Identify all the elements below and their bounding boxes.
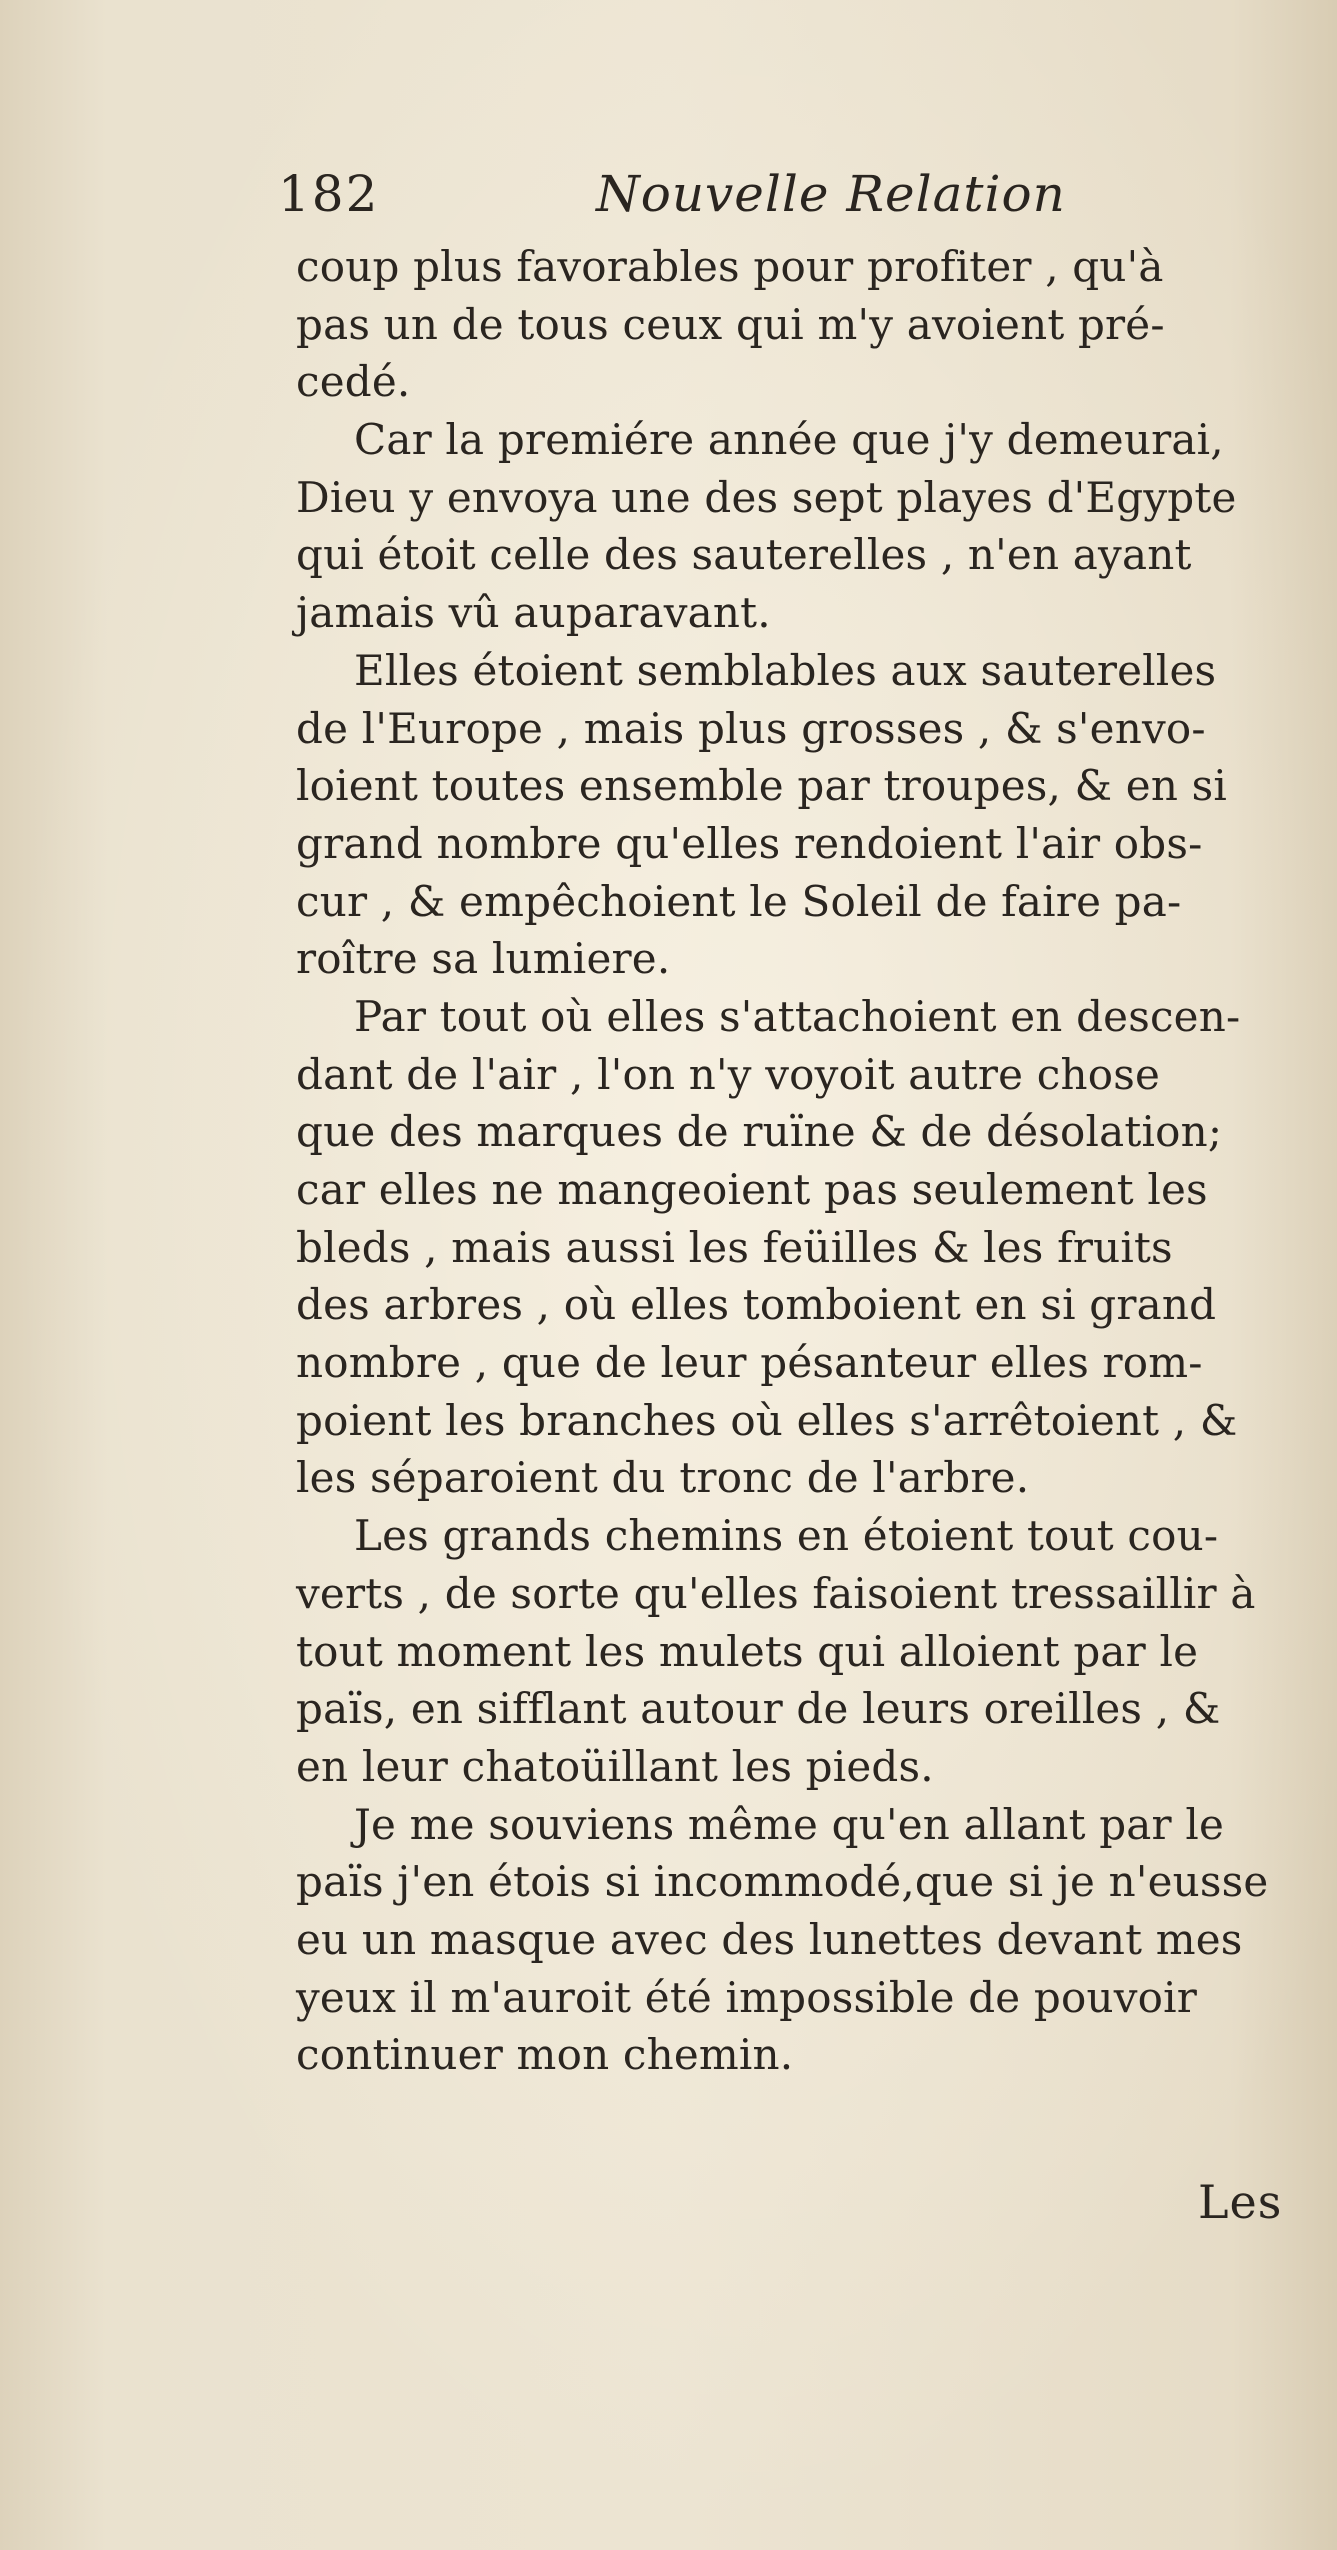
text-line: cedé. [296, 357, 411, 407]
text-line: que des marques de ruïne & de désolation; [296, 1107, 1223, 1157]
paragraph-first-line: Les grands chemins en étoient tout cou- [354, 1511, 1219, 1561]
text-line: loient toutes ensemble par troupes, & en si [296, 761, 1228, 811]
text-line: poient les branches où elles s'arrêtoient , & [296, 1395, 1238, 1445]
text-line: de l'Europe , mais plus grosses , & s'envo- [296, 703, 1206, 753]
text-line: Dieu y envoya une des sept playes d'Egypte [296, 472, 1237, 522]
text-line: païs j'en étois si incommodé,que si je n'eusse [296, 1857, 1269, 1907]
text-line: jamais vû auparavant. [296, 588, 771, 638]
catchword: Les [1198, 2175, 1283, 2229]
text-line: païs, en sifflant autour de leurs oreilles , & [296, 1684, 1221, 1734]
text-line: des arbres , où elles tomboient en si grand [296, 1280, 1217, 1330]
text-block [296, 238, 1306, 2084]
paragraph-first-line: Car la premiére année que j'y demeurai, [354, 415, 1224, 465]
text-line: pas un de tous ceux qui m'y avoient pré- [296, 299, 1165, 349]
running-title: Nouvelle Relation [596, 165, 1066, 223]
text-line: cur , & empêchoient le Soleil de faire pa- [296, 876, 1182, 926]
text-line: grand nombre qu'elles rendoient l'air obs- [296, 818, 1203, 868]
text-line: roître sa lumiere. [296, 934, 671, 984]
text-line: en leur chatoüillant les pieds. [296, 1741, 934, 1791]
text-line: dant de l'air , l'on n'y voyoit autre chose [296, 1049, 1161, 1099]
running-head [278, 165, 1308, 235]
text-line: nombre , que de leur pésanteur elles rom- [296, 1338, 1203, 1388]
text-line: coup plus favorables pour profiter , qu'à [296, 242, 1164, 291]
paragraph-first-line: Elles étoient semblables aux sauterelles [354, 645, 1217, 695]
paragraph-first-line: Je me souviens même qu'en allant par le [354, 1799, 1225, 1849]
text-line: yeux il m'auroit été impossible de pouvoir [296, 1972, 1198, 2022]
text-line: qui étoit celle des sauterelles , n'en ayant [296, 530, 1192, 580]
page-number: 182 [278, 165, 380, 223]
text-line: les séparoient du tronc de l'arbre. [296, 1453, 1030, 1503]
text-line: tout moment les mulets qui alloient par le [296, 1626, 1199, 1676]
text-line: car elles ne mangeoient pas seulement les [296, 1165, 1208, 1214]
text-line: eu un masque avec des lunettes devant mes [296, 1914, 1243, 1964]
text-line: verts , de sorte qu'elles faisoient tressaillir à [296, 1568, 1256, 1618]
text-line: bleds , mais aussi les feüilles & les fruits [296, 1222, 1173, 1272]
text-line: continuer mon chemin. [296, 2030, 794, 2080]
paragraph-first-line: Par tout où elles s'attachoient en descen- [354, 991, 1241, 1041]
